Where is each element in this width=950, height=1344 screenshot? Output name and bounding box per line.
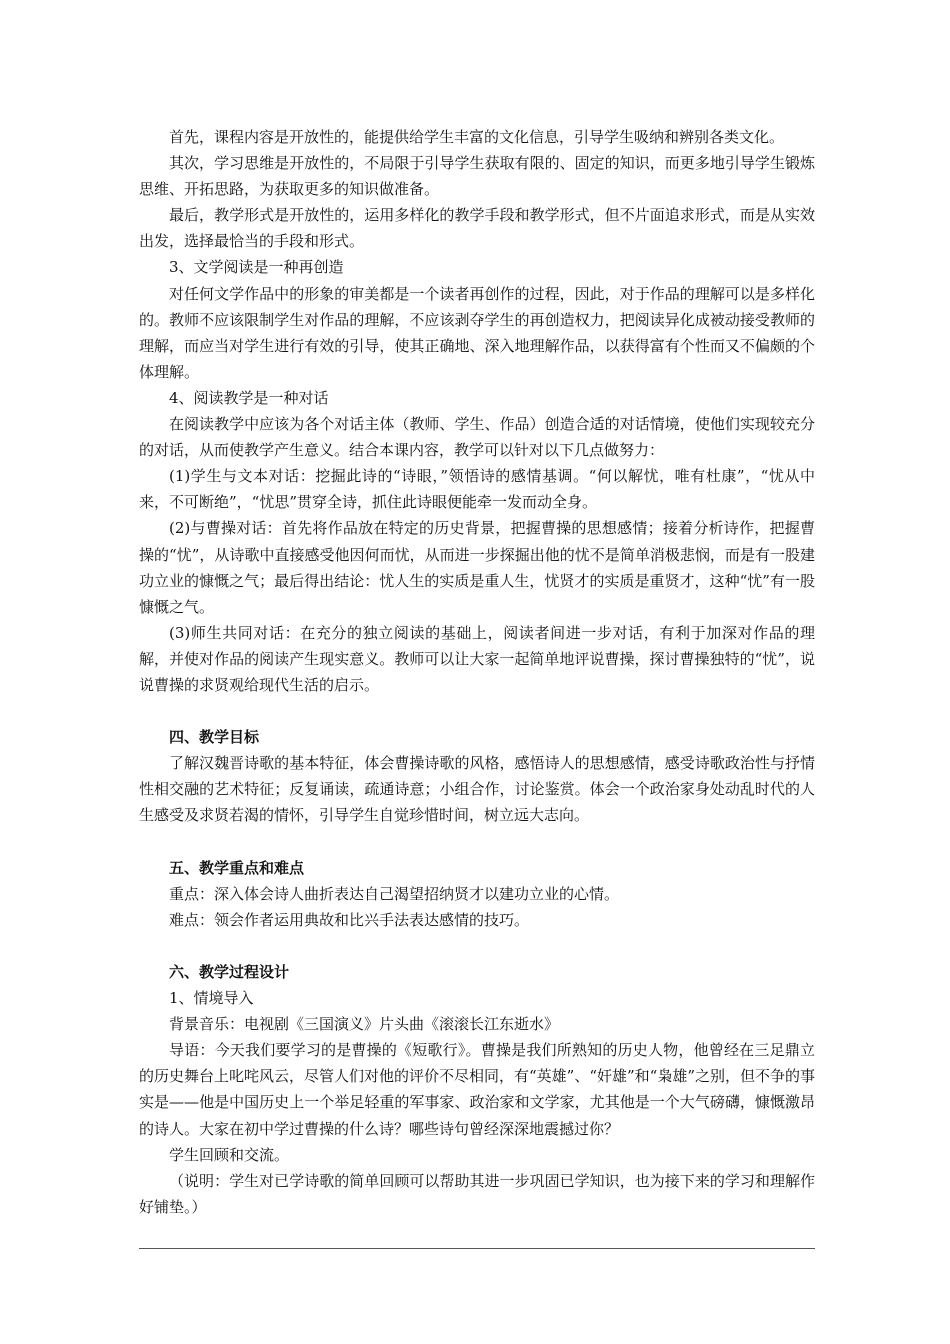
body-paragraph: 了解汉魏晋诗歌的基本特征，体会曹操诗歌的风格，感悟诗人的思想感情，感受诗歌政治性与抒情性相交融的艺术特征；反复诵读，疏通诗意；小组合作，讨论鉴赏。体会一个政治家身处动乱时代的人生感受及求贤若渴的情怀，引导学生自觉珍惜时间，树立远大志向。: [139, 754, 815, 825]
body-paragraph: 背景音乐：电视剧《三国演义》片头曲《滚滚长江东逝水》: [169, 1015, 560, 1034]
section-heading: 四、教学目标: [169, 728, 260, 747]
body-paragraph: 导语：今天我们要学习的是曹操的《短歌行》。曹操是我们所熟知的历史人物，他曾经在三足鼎立的历史舞台上叱咤风云，尽管人们对他的评价不尽相同，有“英雄”、“奸雄”和“枭雄”之别，但不争的事实是——他是中国历史上一个举足轻重的军事家、政治家和文学家，尤其他是一个大气磅礴，慷慨激昂的诗人。大家在初中学过曹操的什么诗？哪些诗句曾经深深地震撼过你？: [139, 1041, 816, 1138]
body-paragraph: 其次，学习思维是开放性的，不局限于引导学生获取有限的、固定的知识，而更多地引导学生锻炼思维、开拓思路，为获取更多的知识做准备。: [139, 154, 815, 199]
body-paragraph: 1、情境导入: [169, 989, 254, 1008]
body-paragraph: 3、文学阅读是一种再创造: [169, 258, 344, 277]
body-paragraph: 难点：领会作者运用典故和比兴手法表达感情的技巧。: [169, 910, 530, 929]
paragraph-spacer: [139, 933, 815, 959]
body-paragraph: （说明：学生对已学诗歌的简单回顾可以帮助其进一步巩固已学知识，也为接下来的学习和理解作好铺垫。）: [139, 1171, 815, 1216]
body-paragraph: (2)与曹操对话：首先将作品放在特定的历史背景，把握曹操的思想感情；接着分析诗作，把握曹操的“忧”，从诗歌中直接感受他因何而忧，从而进一步探掘出他的忧不是简单消极悲悯，而是有一股建功立业的慷慨之气；最后得出结论：忧人生的实质是重人生，忧贤才的实质是重贤才，这种“忧”有一股慷慨之气。: [139, 519, 815, 616]
paragraph-spacer: [139, 829, 815, 855]
body-paragraph: 学生回顾和交流。: [169, 1145, 290, 1164]
section-heading: 五、教学重点和难点: [169, 858, 305, 877]
body-paragraph: 对任何文学作品中的形象的审美都是一个读者再创作的过程，因此，对于作品的理解可以是多样化的。教师不应该限制学生对作品的理解，不应该剥夺学生的再创造权力，把阅读异化成被动接受教师的理解，而应当对学生进行有效的引导，使其正确地、深入地理解作品，以获得富有个性而又不偏颇的个体理解。: [139, 284, 815, 381]
body-paragraph: 4、阅读教学是一种对话: [169, 388, 329, 407]
section-heading: 六、教学过程设计: [169, 963, 290, 981]
document-page: [139, 124, 815, 1220]
body-paragraph: 重点：深入体会诗人曲折表达自己渴望招纳贤才以建功立业的心情。: [169, 884, 620, 903]
footer-rule: [139, 1248, 815, 1249]
paragraph-spacer: [139, 698, 815, 724]
body-paragraph: (3)师生共同对话：在充分的独立阅读的基础上，阅读者间进一步对话，有利于加深对作品的理解，并使对作品的阅读产生现实意义。教师可以让大家一起简单地评说曹操，探讨曹操独特的“忧”，说说曹操的求贤观给现代生活的启示。: [139, 623, 815, 694]
body-paragraph: 在阅读教学中应该为各个对话主体（教师、学生、作品）创造合适的对话情境，使他们实现较充分的对话，从而使教学产生意义。结合本课内容，教学可以针对以下几点做努力：: [139, 415, 815, 460]
body-paragraph: 首先，课程内容是开放性的，能提供给学生丰富的文化信息，引导学生吸纳和辨别各类文化。: [169, 128, 785, 146]
body-paragraph: 最后，教学形式是开放性的，运用多样化的教学手段和教学形式，但不片面追求形式，而是从实效出发，选择最恰当的手段和形式。: [139, 206, 815, 251]
body-paragraph: (1)学生与文本对话：挖掘此诗的“诗眼，”领悟诗的感情基调。“何以解忧，唯有杜康”，“忧从中来，不可断绝”，“忧思”贯穿全诗，抓住此诗眼便能牵一发而动全身。: [139, 467, 815, 512]
